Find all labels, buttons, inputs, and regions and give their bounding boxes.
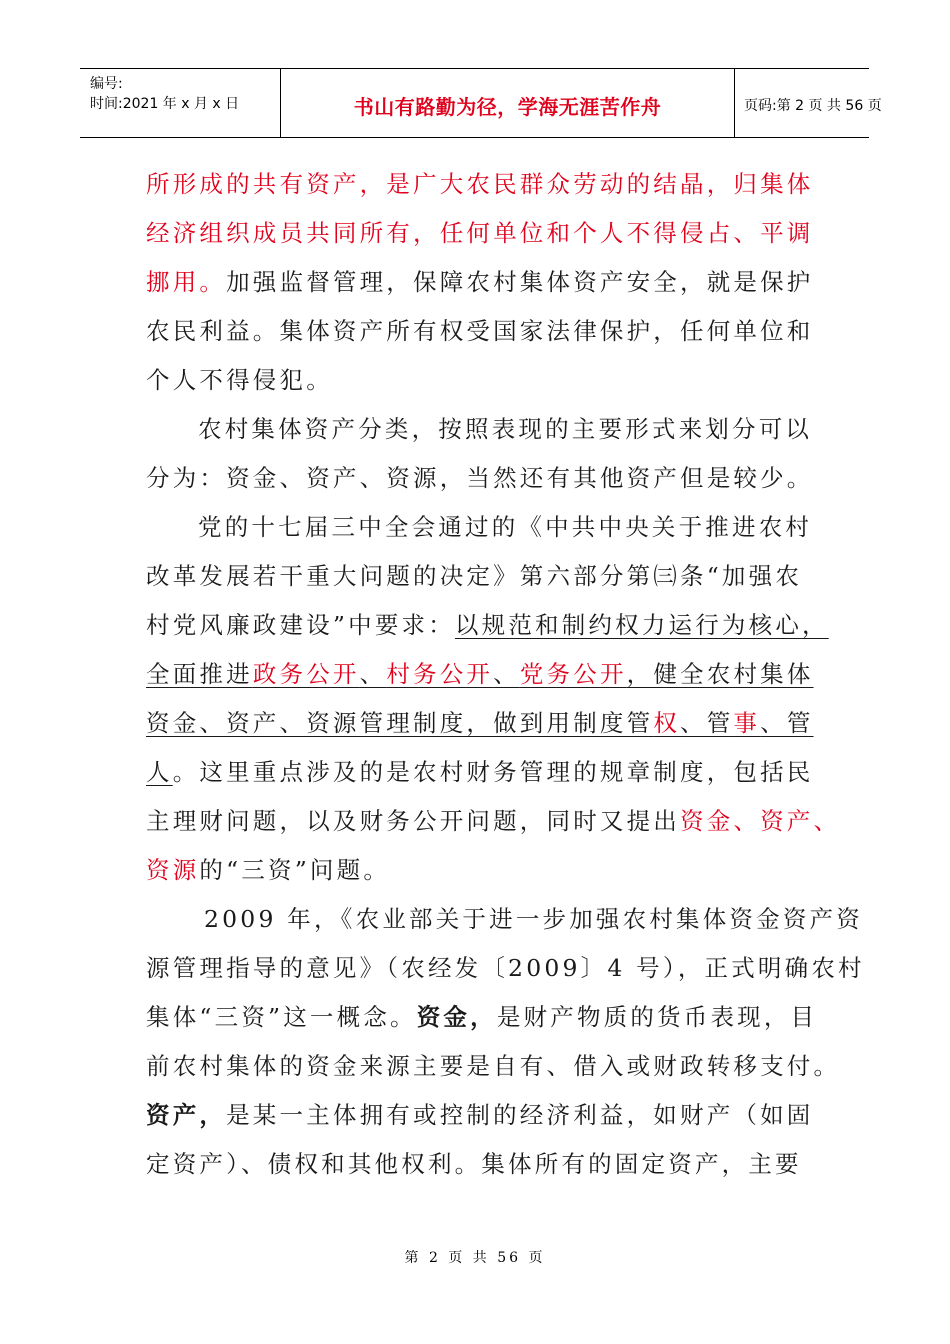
text-span: 、 [359, 660, 387, 688]
page-label: 页码:第 2 页 共 56 页 [744, 98, 882, 114]
text-span: 村党风廉政建设”中要求： [146, 611, 455, 639]
text-line [146, 846, 836, 895]
text-line [146, 258, 836, 307]
text-span: 资金、资产、资源管理制度，做到用制度管 [146, 709, 654, 737]
bold-term: 资金， [416, 1003, 497, 1031]
text-span: 是某一主体拥有或控制的经济利益，如财产（如固 [226, 1101, 814, 1129]
text-span: 、 [493, 660, 520, 688]
text-line: 改革发展若干重大问题的决定》第六部分第㈢条“加强农 [146, 562, 803, 590]
bold-term: 资产， [146, 1101, 227, 1129]
paragraph-start: 党的十七届三中全会通过的《中共中央关于推进农村 [198, 513, 813, 541]
text-line: 源管理指导的意见》（农经发〔2009〕4 号），正式明确农村 [146, 954, 865, 982]
red-text: 资金、资产、 [680, 807, 841, 835]
page-header [80, 68, 882, 138]
text-span: 全面推进 [146, 660, 253, 688]
text-line: 分为：资金、资产、资源，当然还有其他资产但是较少。 [146, 464, 814, 492]
underlined-line [146, 650, 836, 699]
red-text: 事 [733, 709, 761, 737]
text-line [146, 748, 836, 797]
text-line: 定资产）、债权和其他权利。集体所有的固定资产，主要 [146, 1150, 802, 1178]
page-footer: 第 2 页 共 56 页 [404, 1250, 546, 1266]
text-line: 个人不得侵犯。 [146, 366, 333, 394]
number-label: 编号: [90, 76, 123, 92]
text-span: 是财产物质的货币表现，目 [496, 1003, 818, 1031]
paragraph-start: 2009 年，《农业部关于进一步加强农村集体资金资产资 [204, 905, 863, 933]
text-line [146, 601, 836, 650]
red-text: 村务公开 [386, 660, 494, 688]
header-left-cell [80, 69, 280, 137]
red-text: 挪用。 [146, 268, 227, 296]
red-text: 政务公开 [252, 660, 360, 688]
red-text: 权 [653, 709, 681, 737]
red-text: 资源 [146, 856, 200, 884]
text-span: 。这里重点涉及的是农村财务管理的规章制度，包括民 [172, 758, 814, 786]
paragraph-start: 农村集体资产分类，按照表现的主要形式来划分可以 [198, 415, 813, 443]
header-motto: 书山有路勤为径，学海无涯苦作舟 [353, 95, 662, 119]
underlined-text: 人 [146, 758, 173, 786]
text-span: 加强监督管理，保障农村集体资产安全，就是保护 [226, 268, 814, 296]
time-label: 时间:2021 年 x 月 x 日 [90, 96, 240, 112]
red-text: 党务公开 [519, 660, 627, 688]
text-span: ，健全农村集体 [626, 660, 814, 688]
text-span: 集体“三资”这一概念。 [146, 1003, 417, 1031]
text-line [146, 797, 841, 846]
text-span: 的“三资”问题。 [199, 856, 391, 884]
text-span: 、管 [680, 709, 734, 737]
text-line: 前农村集体的资金来源主要是自有、借入或财政转移支付。 [146, 1052, 841, 1080]
header-center-cell [280, 69, 735, 137]
text-line: 农民利益。集体资产所有权受国家法律保护，任何单位和 [146, 317, 814, 345]
text-line: 所形成的共有资产，是广大农民群众劳动的结晶，归集体 [146, 170, 814, 198]
underlined-text: 以规范和制约权力运行为核心， [454, 611, 829, 639]
underlined-line [146, 699, 836, 748]
header-right-cell [734, 69, 882, 137]
document-body [146, 160, 865, 1189]
text-line [146, 1091, 836, 1140]
text-span: 主理财问题，以及财务公开问题，同时又提出 [146, 807, 680, 835]
text-line: 经济组织成员共同所有，任何单位和个人不得侵占、平调 [146, 219, 814, 247]
text-span: 、管 [760, 709, 814, 737]
text-line [146, 993, 836, 1042]
